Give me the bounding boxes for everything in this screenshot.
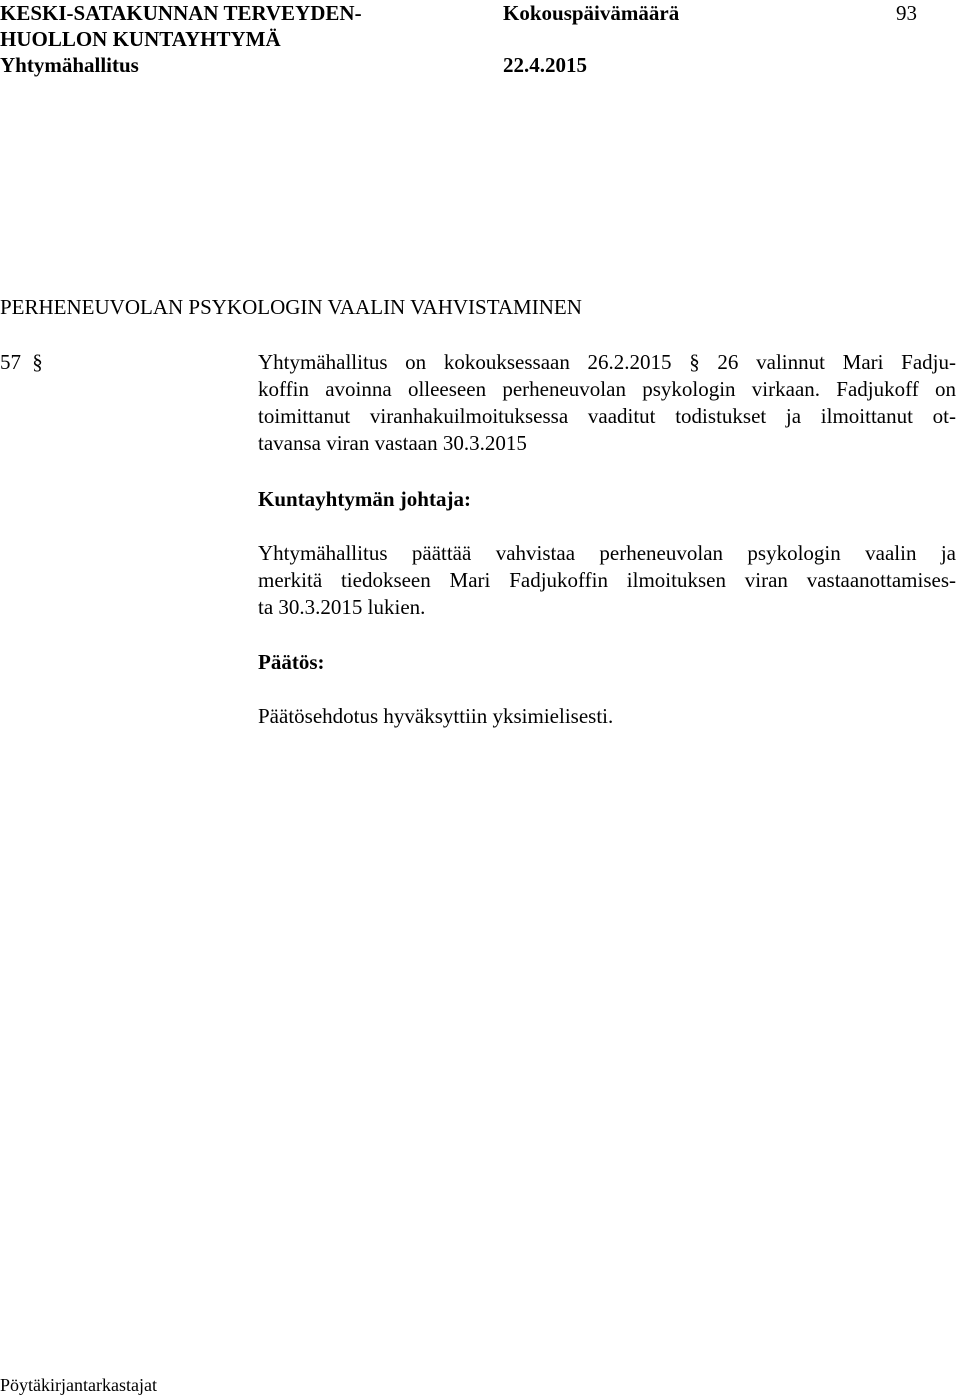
proposal-line: merkitä tiedokseen Mari Fadjukoffin ilmoituksen viran vastaanottamises-: [258, 568, 956, 592]
section-number: [0, 349, 43, 376]
page-number: 93: [896, 1, 917, 25]
proposal-line: ta 30.3.2015 lukien.: [258, 595, 426, 619]
intro-line: tavansa viran vastaan 30.3.2015: [258, 431, 527, 455]
organization-name-line2: HUOLLON KUNTAYHTYMÄ: [0, 27, 281, 51]
section-title: PERHENEUVOLAN PSYKOLOGIN VAALIN VAHVISTAMINEN: [0, 295, 582, 319]
section-symbol: §: [32, 350, 43, 374]
intro-line: Yhtymähallitus on kokouksessaan 26.2.2015 § 26 valinnut Mari Fadju-: [258, 350, 956, 374]
proposal-paragraph: [258, 540, 956, 621]
footer-label: Pöytäkirjantarkastajat: [0, 1375, 157, 1395]
decision-text: Päätösehdotus hyväksyttiin yksimielisesti.: [258, 704, 614, 728]
intro-line: koffin avoinna olleeseen perheneuvolan psykologin virkaan. Fadjukoff on: [258, 377, 956, 401]
decision-heading: Päätös:: [258, 650, 325, 674]
intro-paragraph: [258, 349, 956, 457]
section-number-value: 57: [0, 350, 21, 374]
meeting-date-label: Kokouspäivämäärä: [503, 1, 680, 25]
proposal-line: Yhtymähallitus päättää vahvistaa perheneuvolan psykologin vaalin ja: [258, 541, 956, 565]
organization-name-line1: KESKI-SATAKUNNAN TERVEYDEN-: [0, 1, 362, 25]
meeting-date-value: 22.4.2015: [503, 53, 587, 77]
intro-line: toimittanut viranhakuilmoituksessa vaaditut todistukset ja ilmoittanut ot-: [258, 404, 956, 428]
proposal-heading: Kuntayhtymän johtaja:: [258, 487, 471, 511]
governing-body-name: Yhtymähallitus: [0, 53, 139, 77]
